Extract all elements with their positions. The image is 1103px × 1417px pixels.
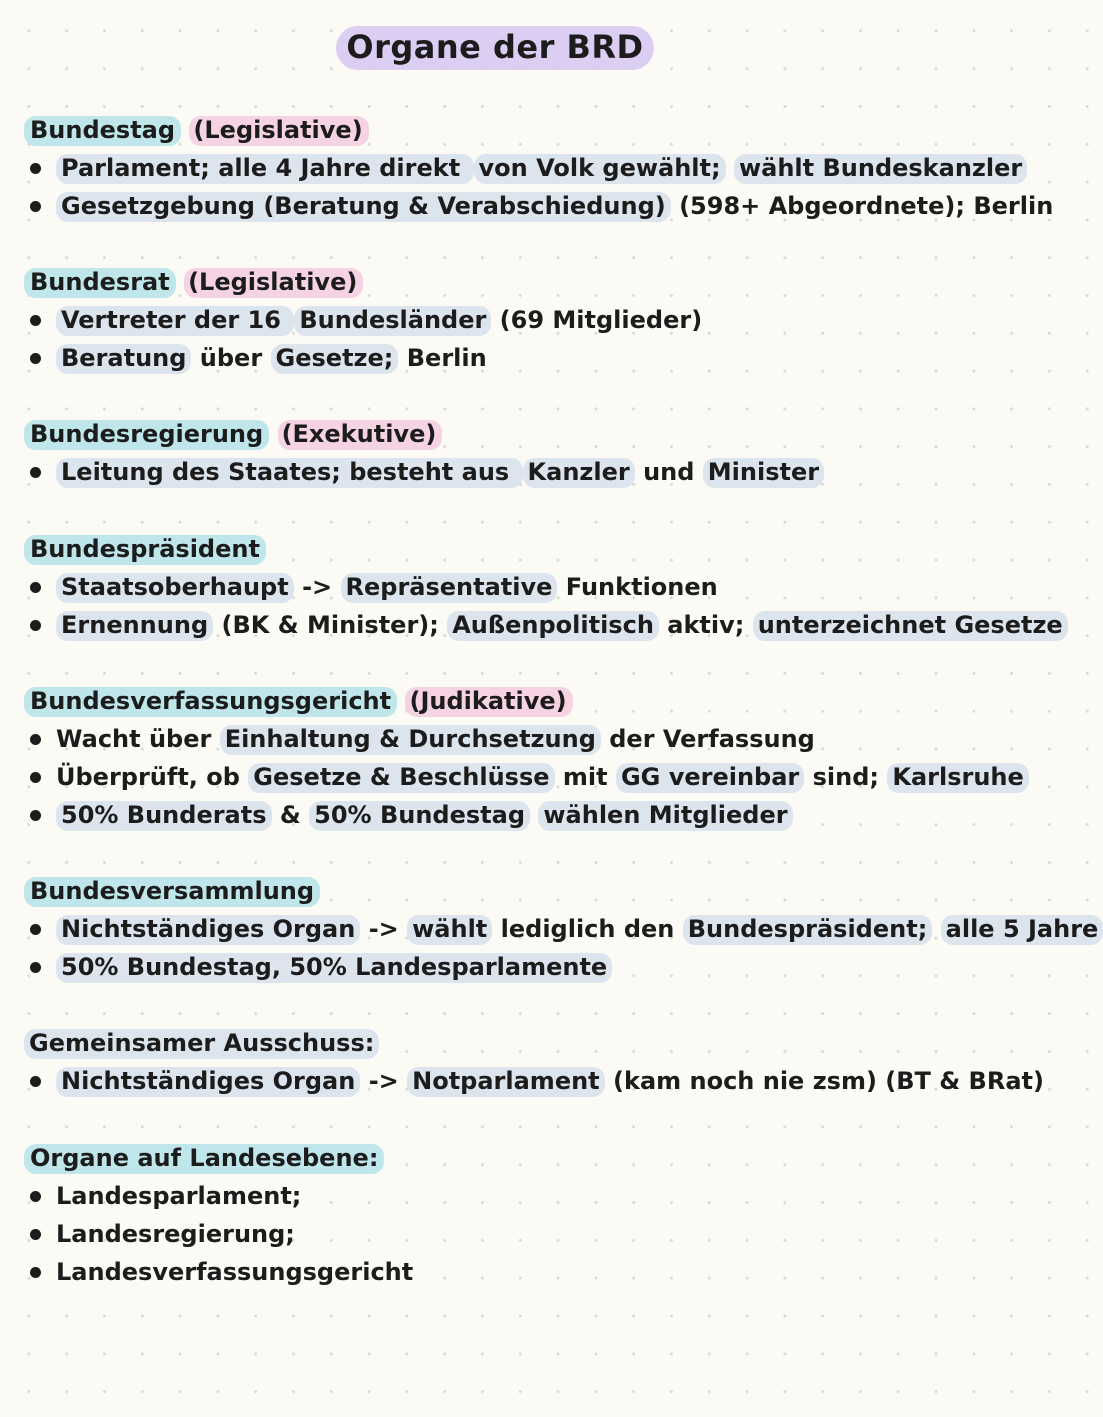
bverfg-list — [24, 720, 1064, 834]
bundesrat-list — [24, 301, 1064, 377]
text-segment: -> — [360, 915, 408, 943]
text-segment: (69 Mitglieder) — [491, 306, 703, 334]
page-title-text: Organe der BRD — [336, 26, 653, 70]
text-segment: -> — [360, 1067, 408, 1095]
heading-bundestag — [24, 111, 1064, 149]
heading-landesebene — [24, 1139, 1064, 1177]
heading-bundesregierung-role: (Exekutive) — [278, 420, 443, 450]
text-segment: (BK & Minister); — [213, 611, 448, 639]
heading-bverfg-name: Bundesverfassungsgericht — [24, 687, 397, 717]
bundesversammlung-bullet-2 — [24, 948, 1064, 986]
bundesregierung-bullet-1 — [24, 453, 1064, 491]
text-segment: von Volk gewählt; — [474, 154, 726, 184]
landesebene-item: Landesregierung; — [24, 1215, 1064, 1253]
bundesversammlung-list — [24, 910, 1099, 986]
text-segment: Einhaltung & Durchsetzung — [220, 725, 601, 755]
section-gemeinsamer-ausschuss — [24, 1024, 1064, 1100]
text-segment: Beratung — [56, 344, 191, 374]
bundestag-bullet-1 — [24, 149, 1064, 187]
heading-landesebene-name: Organe auf Landesebene: — [24, 1144, 384, 1174]
section-bundesregierung — [24, 415, 1064, 491]
text-segment: über — [191, 344, 271, 372]
heading-bundestag-name: Bundestag — [24, 116, 181, 146]
text-segment: Überprüft, ob — [56, 763, 249, 791]
text-segment: unterzeichnet Gesetze — [753, 611, 1068, 641]
section-bundesverfassungsgericht — [24, 682, 1064, 834]
section-landesebene — [24, 1139, 1064, 1291]
text-segment: Parlament; alle 4 Jahre direkt — [56, 154, 474, 184]
heading-bundesrat-name: Bundesrat — [24, 268, 176, 298]
text-segment: Wacht über — [56, 725, 220, 753]
bundespraesident-bullet-1 — [24, 568, 1064, 606]
text-segment: Leitung des Staates; besteht aus — [56, 458, 523, 488]
text-segment: Kanzler — [523, 458, 635, 488]
text-segment: Bundespräsident; — [683, 915, 933, 945]
text-segment: mit — [554, 763, 616, 791]
section-bundesrat — [24, 263, 1064, 377]
landesebene-item: Landesparlament; — [24, 1177, 1064, 1215]
text-segment: sind; — [804, 763, 888, 791]
text-segment: Karlsruhe — [887, 763, 1028, 793]
text-segment: lediglich den — [492, 915, 683, 943]
text-segment: Gesetze & Beschlüsse — [248, 763, 554, 793]
heading-bundesverfassungsgericht — [24, 682, 1064, 720]
text-segment — [932, 915, 940, 943]
bundesversammlung-bullet-1 — [24, 910, 1099, 948]
text-segment: Gesetzgebung (Beratung & Verabschiedung) — [56, 192, 671, 222]
heading-bundesregierung — [24, 415, 1064, 453]
heading-bundesversammlung-name: Bundesversammlung — [24, 877, 320, 907]
text-segment: Außenpolitisch — [447, 611, 659, 641]
heading-bundestag-role: (Legislative) — [189, 116, 368, 146]
text-segment: 50% Bundestag — [309, 801, 530, 831]
text-segment: & — [271, 801, 310, 829]
bundestag-list — [24, 149, 1064, 225]
text-segment: GG vereinbar — [616, 763, 804, 793]
text-segment: und — [634, 458, 703, 486]
bundesrat-bullet-1 — [24, 301, 1064, 339]
heading-bundesrat-role: (Legislative) — [184, 268, 363, 298]
bverfg-bullet-1 — [24, 720, 1064, 758]
text-segment: der Verfassung — [600, 725, 815, 753]
text-segment: wählt — [407, 915, 492, 945]
text-segment: alle 5 Jahre — [941, 915, 1103, 945]
heading-gemeinsamer-ausschuss — [24, 1024, 1064, 1062]
text-segment: -> — [293, 573, 341, 601]
heading-bundespraesident-name: Bundespräsident — [24, 535, 266, 565]
heading-bundesrat — [24, 263, 1064, 301]
text-segment: Bundesländer — [294, 306, 491, 336]
heading-bundesregierung-name: Bundesregierung — [24, 420, 269, 450]
bundestag-bullet-2 — [24, 187, 1064, 225]
text-segment: Funktionen — [557, 573, 718, 601]
bundesrat-bullet-2 — [24, 339, 1064, 377]
text-segment: Nichtständiges Organ — [56, 915, 360, 945]
text-segment: Staatsoberhaupt — [56, 573, 294, 603]
text-segment: Nichtständiges Organ — [56, 1067, 360, 1097]
text-segment: Notparlament — [407, 1067, 605, 1097]
section-bundestag — [24, 111, 1064, 225]
bundesregierung-list — [24, 453, 1064, 491]
text-segment: Minister — [703, 458, 824, 488]
bverfg-bullet-3 — [24, 796, 1064, 834]
bundespraesident-bullet-2 — [24, 606, 1064, 644]
text-segment: Gesetze; — [271, 344, 399, 374]
text-segment: 50% Bundestag, 50% Landesparlamente — [56, 953, 612, 983]
bundespraesident-list — [24, 568, 1064, 644]
ausschuss-bullet-1 — [24, 1062, 1064, 1100]
page-title — [0, 28, 990, 66]
text-segment: (kam noch nie zsm) (BT & BRat) — [604, 1067, 1044, 1095]
text-segment: aktiv; — [658, 611, 753, 639]
heading-bundespraesident — [24, 530, 1064, 568]
text-segment: 50% Bunderats — [56, 801, 272, 831]
heading-bverfg-role: (Judikative) — [405, 687, 572, 717]
text-segment: Vertreter der 16 — [56, 306, 294, 336]
section-bundespraesident — [24, 530, 1064, 644]
text-segment: Berlin — [398, 344, 487, 372]
text-segment — [726, 154, 734, 182]
text-segment: Ernennung — [56, 611, 213, 641]
landesebene-item: Landesverfassungsgericht — [24, 1253, 1064, 1291]
heading-ausschuss-name: Gemeinsamer Ausschuss: — [24, 1029, 379, 1059]
text-segment: (598+ Abgeordnete); Berlin — [670, 192, 1054, 220]
heading-bundesversammlung — [24, 872, 1064, 910]
bverfg-bullet-2 — [24, 758, 1064, 796]
section-bundesversammlung — [24, 872, 1099, 986]
text-segment: Repräsentative — [341, 573, 558, 603]
landesebene-list — [24, 1177, 1064, 1291]
ausschuss-list — [24, 1062, 1064, 1100]
text-segment: wählen Mitglieder — [538, 801, 792, 831]
text-segment: wählt Bundeskanzler — [734, 154, 1027, 184]
